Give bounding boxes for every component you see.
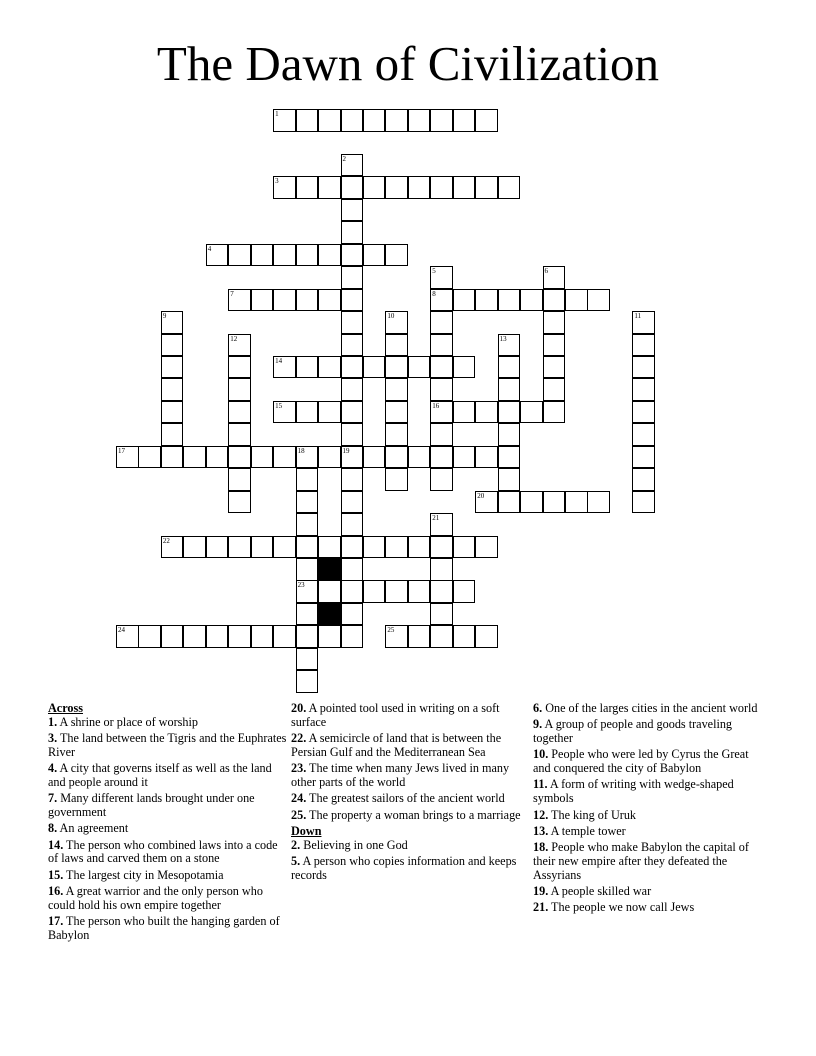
grid-cell[interactable] — [296, 176, 319, 199]
grid-cell[interactable] — [296, 401, 319, 424]
down-clue — [291, 839, 526, 853]
grid-cell[interactable] — [385, 109, 408, 132]
down-clue — [533, 841, 768, 882]
grid-cell[interactable] — [296, 109, 319, 132]
grid-cell[interactable] — [183, 625, 206, 648]
clue-text: The greatest sailors of the ancient world — [306, 791, 505, 806]
grid-cell[interactable] — [183, 536, 206, 559]
grid-cell[interactable] — [543, 401, 566, 424]
cell-number: 18 — [297, 446, 305, 455]
across-clue — [48, 716, 288, 730]
grid-cell[interactable] — [543, 356, 566, 379]
grid-cell[interactable] — [251, 625, 274, 648]
cell-number: 6 — [544, 267, 549, 276]
grid-cell[interactable] — [341, 603, 364, 626]
down-clue — [533, 885, 768, 899]
clues-column-1 — [48, 702, 288, 945]
cell-number: 24 — [118, 626, 125, 635]
grid-cell[interactable] — [296, 491, 319, 514]
grid-cell[interactable] — [385, 468, 408, 491]
grid-cell[interactable] — [228, 536, 251, 559]
grid-cell[interactable] — [228, 625, 251, 648]
clue-text: A city that governs itself as well as the land and people around it — [48, 761, 272, 789]
grid-cell[interactable] — [318, 176, 341, 199]
cell-number: 2 — [342, 154, 346, 163]
grid-cell[interactable] — [453, 446, 476, 469]
clue-text: People who make Babylon the capital of their new empire after they defeated the Assyrians — [533, 840, 749, 882]
grid-cell[interactable] — [296, 356, 319, 379]
grid-cell[interactable] — [587, 289, 610, 312]
grid-cell[interactable] — [161, 334, 184, 357]
grid-cell[interactable] — [228, 356, 251, 379]
down-clue — [533, 778, 768, 806]
clue-text: The largest city in Mesopotamia — [63, 867, 224, 882]
clue-number: 18. — [533, 840, 549, 855]
grid-cell[interactable] — [318, 356, 341, 379]
grid-cell[interactable] — [475, 446, 498, 469]
grid-cell[interactable] — [318, 109, 341, 132]
grid-cell[interactable] — [273, 289, 296, 312]
grid-cell[interactable] — [632, 356, 655, 379]
grid-cell[interactable] — [498, 468, 521, 491]
grid-cell[interactable] — [341, 625, 364, 648]
cell-number: 11 — [634, 312, 642, 321]
grid-cell[interactable] — [498, 289, 521, 312]
cell-number: 10 — [387, 312, 395, 321]
grid-cell[interactable] — [430, 378, 453, 401]
grid-cell[interactable] — [475, 289, 498, 312]
grid-cell[interactable] — [296, 468, 319, 491]
grid-cell[interactable] — [587, 491, 610, 514]
across-clue — [291, 732, 526, 760]
grid-cell[interactable] — [408, 176, 431, 199]
clue-text: The king of Uruk — [548, 807, 637, 822]
across-clue — [48, 915, 288, 943]
across-clue — [48, 732, 288, 760]
clue-number: 11. — [533, 777, 548, 792]
grid-cell[interactable] — [318, 625, 341, 648]
grid-cell[interactable] — [341, 176, 364, 199]
grid-cell[interactable] — [341, 199, 364, 222]
across-clue — [48, 822, 288, 836]
clue-number: 6. — [533, 701, 543, 715]
grid-cell[interactable] — [543, 311, 566, 334]
clue-text: A temple tower — [548, 823, 626, 838]
grid-cell[interactable] — [430, 356, 453, 379]
down-clue-list-cont — [533, 702, 768, 915]
cell-number: 21 — [432, 514, 440, 523]
clue-number: 1. — [48, 714, 58, 729]
grid-cell[interactable] — [341, 401, 364, 424]
cell-number: 19 — [342, 446, 350, 455]
grid-cell[interactable] — [161, 401, 184, 424]
grid-cell[interactable] — [475, 625, 498, 648]
grid-cell[interactable] — [251, 244, 274, 267]
grid-cell[interactable] — [161, 423, 184, 446]
grid-cell[interactable] — [341, 109, 364, 132]
grid-cell[interactable] — [498, 491, 521, 514]
grid-cell[interactable] — [341, 536, 364, 559]
clue-text: Believing in one God — [300, 837, 408, 852]
clue-text: A pointed tool used in writing on a soft surface — [291, 701, 500, 729]
page-title: The Dawn of Civilization — [156, 36, 660, 91]
grid-cell[interactable] — [385, 244, 408, 267]
grid-cell[interactable] — [296, 244, 319, 267]
grid-cell[interactable] — [138, 446, 161, 469]
cell-number: 7 — [230, 289, 234, 298]
grid-cell[interactable] — [296, 648, 319, 671]
grid-cell[interactable] — [296, 289, 319, 312]
grid-cell[interactable] — [385, 334, 408, 357]
grid-cell[interactable] — [273, 536, 296, 559]
grid-cell[interactable] — [430, 311, 453, 334]
clue-text: A person who copies information and keeps records — [291, 853, 517, 882]
grid-cell[interactable] — [430, 176, 453, 199]
grid-cell[interactable] — [363, 356, 386, 379]
clue-number: 10. — [533, 747, 549, 762]
across-clue — [291, 702, 526, 730]
grid-cell[interactable] — [453, 289, 476, 312]
grid-cell[interactable] — [498, 356, 521, 379]
clue-text: The person who combined laws into a code of laws and carved them on a stone — [48, 837, 278, 866]
clue-number: 25. — [291, 807, 307, 822]
grid-cell[interactable] — [520, 289, 543, 312]
down-clue — [533, 825, 768, 839]
clue-number: 17. — [48, 914, 64, 929]
grid-cell[interactable] — [363, 536, 386, 559]
cell-number: 23 — [297, 581, 305, 590]
grid-cell[interactable] — [408, 536, 431, 559]
clue-number: 19. — [533, 884, 549, 899]
grid-cell[interactable] — [430, 109, 453, 132]
clue-number: 5. — [291, 853, 301, 868]
cell-number: 13 — [499, 334, 507, 343]
cell-number: 14 — [275, 356, 283, 365]
down-clue-list — [291, 839, 526, 883]
grid-cell[interactable] — [161, 378, 184, 401]
grid-cell[interactable] — [453, 176, 476, 199]
grid-cell[interactable] — [385, 536, 408, 559]
grid-cell[interactable] — [138, 625, 161, 648]
grid-cell[interactable] — [183, 446, 206, 469]
grid-cell[interactable] — [475, 536, 498, 559]
grid-cell[interactable] — [632, 446, 655, 469]
across-heading: Across — [48, 701, 83, 715]
grid-cell[interactable] — [543, 289, 566, 312]
grid-cell[interactable] — [206, 625, 229, 648]
cell-number: 16 — [432, 401, 440, 410]
clue-number: 16. — [48, 884, 64, 899]
grid-cell[interactable] — [430, 558, 453, 581]
grid-cell[interactable] — [430, 625, 453, 648]
clue-text: A form of writing with wedge-shaped symbols — [533, 777, 734, 806]
grid-cell[interactable] — [251, 289, 274, 312]
clue-text: The land between the Tigris and the Euphrates River — [48, 731, 287, 759]
clue-number: 15. — [48, 867, 64, 882]
grid-cell[interactable] — [318, 289, 341, 312]
grid-cell[interactable] — [430, 603, 453, 626]
clue-text: The property a woman brings to a marriage — [306, 807, 521, 822]
clue-text: A group of people and goods traveling together — [533, 717, 733, 746]
grid-cell[interactable] — [363, 244, 386, 267]
grid-cell[interactable] — [385, 580, 408, 603]
cell-number: 12 — [230, 334, 238, 343]
clue-text: Many different lands brought under one government — [48, 791, 255, 820]
grid-cell[interactable] — [363, 176, 386, 199]
grid-cell[interactable] — [430, 423, 453, 446]
clue-text: A great warrior and the only person who could hold his own empire together — [48, 884, 263, 912]
clues-column-2 — [291, 702, 526, 885]
grid-cell[interactable] — [430, 334, 453, 357]
grid-cell[interactable] — [251, 536, 274, 559]
grid-cell[interactable] — [408, 109, 431, 132]
cell-number: 25 — [387, 626, 395, 635]
grid-cell[interactable] — [206, 536, 229, 559]
grid-cell[interactable] — [498, 401, 521, 424]
down-clue — [533, 748, 768, 776]
clue-text: A people skilled war — [548, 884, 652, 899]
grid-cell[interactable] — [341, 289, 364, 312]
grid-cell[interactable] — [273, 446, 296, 469]
clue-number: 12. — [533, 807, 549, 822]
clue-number: 21. — [533, 900, 549, 915]
grid-cell[interactable] — [543, 491, 566, 514]
across-clue — [48, 885, 288, 913]
grid-cell[interactable] — [161, 625, 184, 648]
clue-number: 24. — [291, 791, 307, 806]
grid-cell[interactable] — [273, 244, 296, 267]
across-clue — [48, 792, 288, 820]
across-clue — [48, 839, 288, 867]
grid-cell[interactable] — [341, 334, 364, 357]
clue-text: An agreement — [57, 821, 129, 836]
across-clue — [291, 762, 526, 790]
grid-cell[interactable] — [565, 289, 588, 312]
grid-cell[interactable] — [385, 176, 408, 199]
clue-number: 23. — [291, 761, 307, 776]
black-cell — [318, 603, 341, 626]
grid-cell[interactable] — [453, 580, 476, 603]
grid-cell[interactable] — [475, 176, 498, 199]
clue-text: The people we now call Jews — [548, 900, 695, 915]
grid-cell[interactable] — [453, 356, 476, 379]
clue-number: 22. — [291, 731, 307, 746]
grid-cell[interactable] — [453, 109, 476, 132]
down-heading: Down — [291, 823, 322, 838]
clue-number: 4. — [48, 761, 58, 776]
grid-cell[interactable] — [498, 423, 521, 446]
grid-cell[interactable] — [228, 423, 251, 446]
down-clue — [533, 702, 768, 716]
grid-cell[interactable] — [296, 513, 319, 536]
cell-number: 1 — [275, 110, 279, 118]
grid-cell[interactable] — [341, 378, 364, 401]
grid-cell[interactable] — [363, 109, 386, 132]
clues-column-3 — [533, 702, 768, 918]
grid-cell[interactable] — [341, 221, 364, 244]
grid-cell[interactable] — [543, 378, 566, 401]
clue-number: 3. — [48, 731, 58, 746]
grid-cell[interactable] — [430, 446, 453, 469]
grid-cell[interactable] — [475, 401, 498, 424]
grid-cell[interactable] — [385, 423, 408, 446]
grid-cell[interactable] — [161, 356, 184, 379]
grid-cell[interactable] — [228, 401, 251, 424]
cell-number: 9 — [162, 312, 167, 321]
grid-cell[interactable] — [228, 491, 251, 514]
cell-number: 15 — [275, 401, 283, 410]
grid-cell[interactable] — [341, 580, 364, 603]
grid-cell[interactable] — [296, 670, 319, 693]
grid-cell[interactable] — [341, 356, 364, 379]
down-clue — [533, 901, 768, 915]
grid-cell[interactable] — [341, 266, 364, 289]
grid-cell[interactable] — [430, 468, 453, 491]
grid-cell[interactable] — [206, 446, 229, 469]
grid-cell[interactable] — [543, 334, 566, 357]
grid-cell[interactable] — [520, 491, 543, 514]
grid-cell[interactable] — [341, 513, 364, 536]
across-clue-list-cont — [291, 702, 526, 822]
grid-cell[interactable] — [318, 536, 341, 559]
clue-number: 20. — [291, 701, 307, 715]
clue-text: A shrine or place of worship — [57, 714, 198, 729]
grid-cell[interactable] — [453, 625, 476, 648]
grid-cell[interactable] — [498, 378, 521, 401]
grid-cell[interactable] — [385, 378, 408, 401]
grid-cell[interactable] — [430, 536, 453, 559]
grid-cell[interactable] — [228, 244, 251, 267]
grid-cell[interactable] — [228, 378, 251, 401]
grid-cell[interactable] — [408, 356, 431, 379]
clue-text: The person who built the hanging garden of Babylon — [48, 914, 280, 942]
grid-cell[interactable] — [498, 176, 521, 199]
grid-cell[interactable] — [632, 378, 655, 401]
grid-cell[interactable] — [475, 109, 498, 132]
grid-cell[interactable] — [296, 536, 319, 559]
grid-cell[interactable] — [228, 446, 251, 469]
across-clue-list — [48, 716, 288, 943]
grid-cell[interactable] — [341, 491, 364, 514]
grid-cell[interactable] — [341, 423, 364, 446]
black-cell — [318, 558, 341, 581]
grid-cell[interactable] — [296, 625, 319, 648]
down-clue — [291, 855, 526, 883]
clue-number: 9. — [533, 717, 543, 732]
grid-cell[interactable] — [385, 356, 408, 379]
grid-cell[interactable] — [318, 446, 341, 469]
clue-number: 13. — [533, 823, 549, 838]
across-clue — [291, 809, 526, 823]
grid-cell[interactable] — [318, 244, 341, 267]
grid-cell[interactable] — [632, 423, 655, 446]
grid-cell[interactable] — [318, 401, 341, 424]
clue-number: 2. — [291, 837, 301, 852]
grid-cell[interactable] — [632, 401, 655, 424]
cell-number: 20 — [477, 491, 485, 500]
grid-cell[interactable] — [273, 625, 296, 648]
grid-cell[interactable] — [251, 446, 274, 469]
clue-text: People who were led by Cyrus the Great and conquered the city of Babylon — [533, 747, 749, 776]
cell-number: 4 — [207, 244, 212, 253]
grid-cell[interactable] — [385, 446, 408, 469]
grid-cell[interactable] — [498, 446, 521, 469]
grid-cell[interactable] — [408, 580, 431, 603]
clue-text: One of the larges cities in the ancient world — [542, 701, 758, 715]
grid-cell[interactable] — [161, 446, 184, 469]
grid-cell[interactable] — [341, 244, 364, 267]
across-clue — [291, 792, 526, 806]
grid-cell[interactable] — [453, 536, 476, 559]
across-clue — [48, 762, 288, 790]
grid-cell[interactable] — [341, 311, 364, 334]
cell-number: 8 — [432, 289, 436, 298]
clue-text: The time when many Jews lived in many other parts of the world — [291, 761, 510, 789]
cell-number: 22 — [162, 536, 170, 545]
grid-cell[interactable] — [430, 580, 453, 603]
grid-cell[interactable] — [408, 625, 431, 648]
grid-cell[interactable] — [296, 558, 319, 581]
clue-number: 7. — [48, 791, 58, 806]
grid-cell[interactable] — [632, 468, 655, 491]
down-clue — [533, 809, 768, 823]
grid-cell[interactable] — [296, 603, 319, 626]
cell-number: 17 — [118, 446, 125, 455]
grid-cell[interactable] — [632, 491, 655, 514]
down-clue — [533, 718, 768, 746]
grid-cell[interactable] — [228, 468, 251, 491]
clue-text: A semicircle of land that is between the Persian Gulf and the Mediterranean Sea — [291, 731, 502, 759]
grid-cell[interactable] — [408, 446, 431, 469]
grid-cell[interactable] — [565, 491, 588, 514]
clue-number: 14. — [48, 837, 64, 852]
grid-cell[interactable] — [363, 580, 386, 603]
grid-cell[interactable] — [341, 468, 364, 491]
grid-cell[interactable] — [520, 401, 543, 424]
grid-cell[interactable] — [341, 558, 364, 581]
grid-cell[interactable] — [363, 446, 386, 469]
grid-cell[interactable] — [632, 334, 655, 357]
cell-number: 3 — [275, 177, 279, 186]
grid-cell[interactable] — [453, 401, 476, 424]
grid-cell[interactable] — [318, 580, 341, 603]
across-clue — [48, 869, 288, 883]
cell-number: 5 — [432, 267, 436, 276]
grid-cell[interactable] — [385, 401, 408, 424]
clue-number: 8. — [48, 821, 58, 836]
